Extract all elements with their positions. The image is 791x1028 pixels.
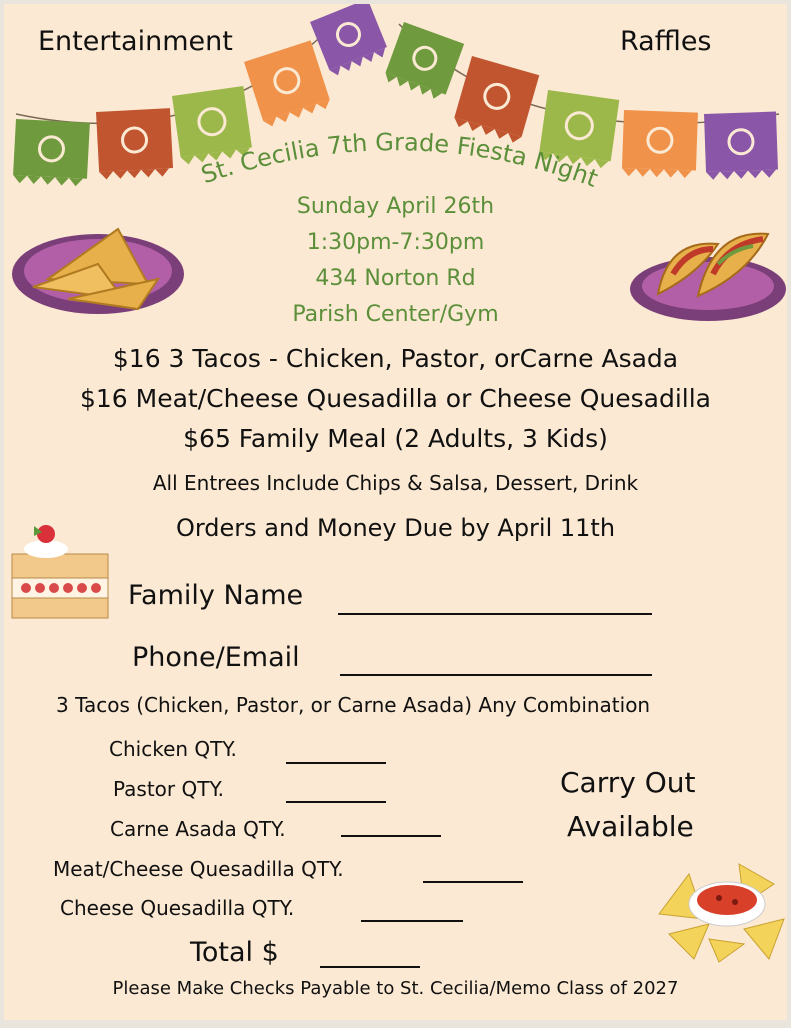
carry-out-line1: Carry Out — [560, 766, 696, 799]
pastor-qty-label: Pastor QTY. — [113, 777, 224, 801]
chicken-qty-line[interactable] — [286, 762, 386, 764]
event-title-text: St. Cecilia 7th Grade Fiesta Night — [197, 128, 602, 193]
tacos-combination-note: 3 Tacos (Chicken, Pastor, or Carne Asada) Any Combination — [56, 693, 651, 717]
phone-email-label: Phone/Email — [132, 642, 300, 673]
carry-out-line2: Available — [567, 810, 694, 843]
family-name-field[interactable] — [128, 580, 303, 611]
svg-text:St. Cecilia 7th Grade Fiesta N — [198, 128, 602, 193]
cake-slice-icon — [6, 514, 116, 624]
phone-email-field[interactable] — [132, 642, 300, 673]
entertainment-label: Entertainment — [38, 26, 233, 57]
entrees-include-note: All Entrees Include Chips & Salsa, Dessert, Drink — [152, 471, 639, 495]
event-location: Parish Center/Gym — [292, 302, 499, 327]
flyer — [4, 4, 787, 1020]
chicken-qty-label: Chicken QTY. — [109, 737, 237, 761]
meat-cheese-qty-label: Meat/Cheese Quesadilla QTY. — [53, 857, 344, 881]
event-date: Sunday April 26th — [296, 194, 495, 219]
total-label: Total $ — [190, 937, 279, 968]
event-address: 434 Norton Rd — [315, 266, 476, 291]
carne-asada-qty-label: Carne Asada QTY. — [110, 817, 286, 841]
cheese-qty-label: Cheese Quesadilla QTY. — [60, 896, 295, 920]
carne-asada-qty-line[interactable] — [341, 835, 441, 837]
menu-item-quesadilla: $16 Meat/Cheese Quesadilla or Cheese Quesadilla — [79, 384, 711, 413]
menu-item-family-meal: $65 Family Meal (2 Adults, 3 Kids) — [183, 424, 608, 453]
checks-payable-note: Please Make Checks Payable to St. Cecilia/Memo Class of 2027 — [112, 978, 679, 999]
due-date-note: Orders and Money Due by April 11th — [175, 514, 616, 542]
event-title — [4, 4, 787, 224]
meat-cheese-qty-line[interactable] — [423, 881, 523, 883]
quesadilla-plate-icon — [8, 209, 188, 319]
phone-email-line[interactable] — [340, 674, 652, 676]
raffles-label: Raffles — [620, 26, 712, 57]
family-name-label: Family Name — [128, 580, 304, 611]
menu-item-tacos: $16 3 Tacos - Chicken, Pastor, orCarne Asada — [112, 344, 679, 373]
tacos-plate-icon — [628, 204, 787, 324]
chips-salsa-icon — [649, 854, 787, 964]
event-time: 1:30pm-7:30pm — [306, 230, 485, 255]
cheese-qty-line[interactable] — [361, 920, 463, 922]
pastor-qty-line[interactable] — [286, 801, 386, 803]
family-name-line[interactable] — [338, 613, 652, 615]
total-line[interactable] — [320, 966, 420, 968]
